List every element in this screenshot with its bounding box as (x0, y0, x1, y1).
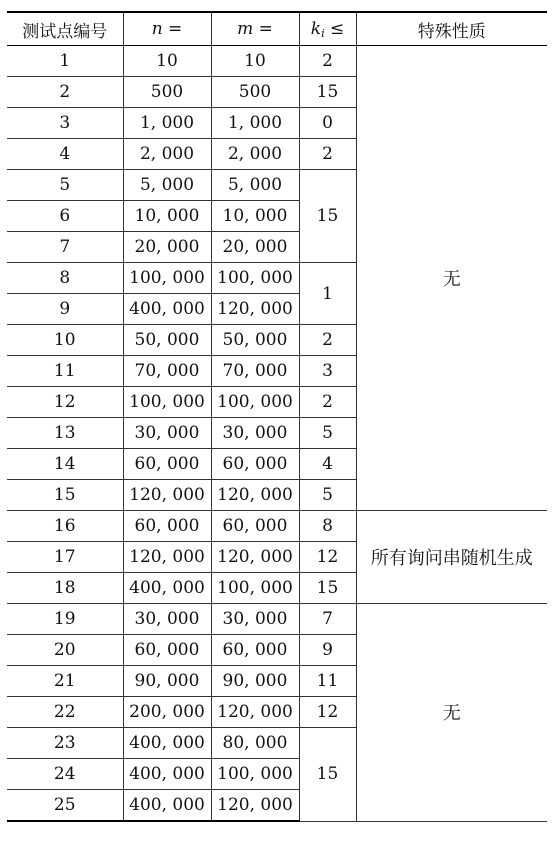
cell-n: 100, 000 (123, 263, 211, 294)
cell-m: 500 (211, 77, 299, 108)
cell-id: 18 (7, 573, 123, 604)
cell-m: 70, 000 (211, 356, 299, 387)
cell-id: 19 (7, 604, 123, 635)
header-n: n = (123, 12, 211, 46)
cell-m: 120, 000 (211, 697, 299, 728)
cell-id: 10 (7, 325, 123, 356)
cell-n: 10, 000 (123, 201, 211, 232)
cell-k: 12 (299, 542, 356, 573)
test-case-table (7, 11, 547, 822)
cell-id: 7 (7, 232, 123, 263)
cell-m: 100, 000 (211, 263, 299, 294)
cell-n: 30, 000 (123, 418, 211, 449)
cell-k: 2 (299, 139, 356, 170)
cell-m: 10 (211, 46, 299, 77)
cell-m: 100, 000 (211, 573, 299, 604)
cell-id: 3 (7, 108, 123, 139)
header-k: $k_i$ ≤ (299, 12, 356, 46)
cell-id: 21 (7, 666, 123, 697)
cell-id: 8 (7, 263, 123, 294)
cell-property: 所有询问串随机生成 (356, 511, 547, 604)
cell-m: 20, 000 (211, 232, 299, 263)
header-test-id: 测试点编号 (7, 12, 123, 46)
cell-k: 1 (299, 263, 356, 325)
cell-m: 10, 000 (211, 201, 299, 232)
cell-n: 120, 000 (123, 480, 211, 511)
cell-m: 120, 000 (211, 790, 299, 822)
cell-id: 1 (7, 46, 123, 77)
cell-m: 120, 000 (211, 542, 299, 573)
cell-m: 2, 000 (211, 139, 299, 170)
cell-k: 11 (299, 666, 356, 697)
cell-k: 7 (299, 604, 356, 635)
cell-id: 4 (7, 139, 123, 170)
cell-id: 23 (7, 728, 123, 759)
cell-n: 1, 000 (123, 108, 211, 139)
cell-m: 100, 000 (211, 387, 299, 418)
cell-k: 2 (299, 46, 356, 77)
cell-m: 50, 000 (211, 325, 299, 356)
cell-n: 400, 000 (123, 790, 211, 822)
cell-id: 17 (7, 542, 123, 573)
cell-id: 9 (7, 294, 123, 325)
cell-n: 400, 000 (123, 573, 211, 604)
cell-k: 3 (299, 356, 356, 387)
cell-id: 25 (7, 790, 123, 822)
cell-n: 400, 000 (123, 759, 211, 790)
cell-id: 13 (7, 418, 123, 449)
cell-m: 60, 000 (211, 635, 299, 666)
header-m: m = (211, 12, 299, 46)
cell-n: 20, 000 (123, 232, 211, 263)
cell-k: 0 (299, 108, 356, 139)
cell-k: 5 (299, 418, 356, 449)
table-row (7, 46, 547, 77)
cell-m: 120, 000 (211, 294, 299, 325)
cell-property: 无 (356, 604, 547, 822)
data-table-container (7, 11, 547, 822)
cell-n: 100, 000 (123, 387, 211, 418)
table-row (7, 511, 547, 542)
cell-id: 12 (7, 387, 123, 418)
cell-m: 90, 000 (211, 666, 299, 697)
cell-id: 6 (7, 201, 123, 232)
cell-m: 60, 000 (211, 511, 299, 542)
cell-property: 无 (356, 46, 547, 511)
cell-n: 400, 000 (123, 294, 211, 325)
cell-m: 1, 000 (211, 108, 299, 139)
cell-k: 15 (299, 728, 356, 822)
cell-n: 400, 000 (123, 728, 211, 759)
cell-id: 24 (7, 759, 123, 790)
cell-id: 20 (7, 635, 123, 666)
cell-n: 120, 000 (123, 542, 211, 573)
cell-k: 15 (299, 573, 356, 604)
cell-m: 30, 000 (211, 604, 299, 635)
cell-k: 15 (299, 77, 356, 108)
cell-k: 2 (299, 325, 356, 356)
cell-m: 5, 000 (211, 170, 299, 201)
cell-n: 60, 000 (123, 635, 211, 666)
cell-k: 8 (299, 511, 356, 542)
cell-k: 2 (299, 387, 356, 418)
cell-m: 30, 000 (211, 418, 299, 449)
cell-id: 15 (7, 480, 123, 511)
cell-m: 80, 000 (211, 728, 299, 759)
cell-n: 5, 000 (123, 170, 211, 201)
cell-n: 2, 000 (123, 139, 211, 170)
cell-n: 60, 000 (123, 449, 211, 480)
cell-m: 120, 000 (211, 480, 299, 511)
cell-n: 200, 000 (123, 697, 211, 728)
cell-m: 60, 000 (211, 449, 299, 480)
cell-n: 10 (123, 46, 211, 77)
cell-k: 4 (299, 449, 356, 480)
cell-id: 14 (7, 449, 123, 480)
cell-n: 500 (123, 77, 211, 108)
cell-n: 90, 000 (123, 666, 211, 697)
cell-id: 5 (7, 170, 123, 201)
table-row (7, 604, 547, 635)
cell-k: 9 (299, 635, 356, 666)
cell-n: 50, 000 (123, 325, 211, 356)
cell-n: 60, 000 (123, 511, 211, 542)
cell-id: 22 (7, 697, 123, 728)
cell-k: 5 (299, 480, 356, 511)
cell-n: 30, 000 (123, 604, 211, 635)
table-header-row (7, 12, 547, 46)
cell-k: 15 (299, 170, 356, 263)
cell-id: 11 (7, 356, 123, 387)
cell-k: 12 (299, 697, 356, 728)
cell-id: 16 (7, 511, 123, 542)
cell-n: 70, 000 (123, 356, 211, 387)
header-property: 特殊性质 (356, 12, 547, 46)
cell-m: 100, 000 (211, 759, 299, 790)
cell-id: 2 (7, 77, 123, 108)
